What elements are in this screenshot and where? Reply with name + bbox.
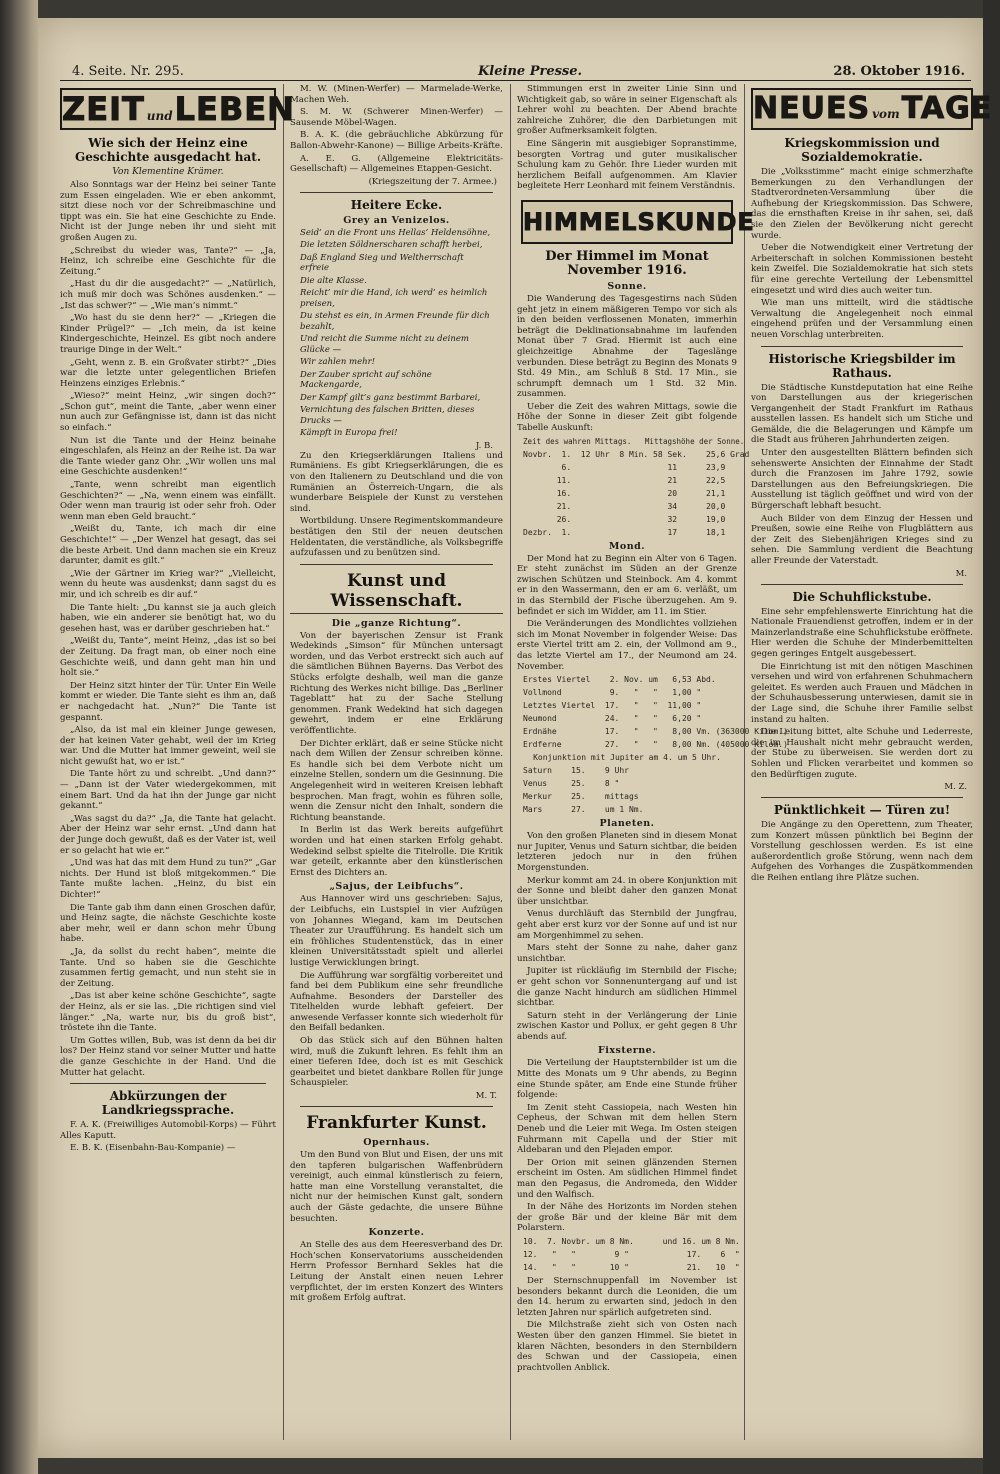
article-subheadline: Die „ganze Richtung“. bbox=[331, 617, 462, 629]
paper-name: Kleine Presse. bbox=[478, 64, 583, 79]
moon-table-row: Letztes Viertel 17. " " 11,00 " bbox=[523, 701, 702, 711]
abbreviation-entry: S. M. W. (Schwerer Minen-Werfer) — Sausende Möbel-Wagen. bbox=[290, 107, 503, 128]
poem-line: Vernichtung des falschen Britten, dieses Drucks — bbox=[300, 405, 475, 426]
paragraph: In der Nähe des Horizonts im Norden stehen der große Bär und der kleine Bär mit dem Polarstern. bbox=[517, 1202, 737, 1234]
section-rule bbox=[761, 584, 963, 585]
column-3 bbox=[517, 84, 788, 1440]
paragraph: Um den Bund von Blut und Eisen, der uns mit den tapferen bulgarischen Waffenbrüdern vereinigt, auch einmal künstlerisch zu feiern, hatte man eine Vorstellung veranstaltet, die nicht nur der heimischen Kunst galt, sondern auch der Gäste gedachte, die unsere Bühne besuchten. bbox=[290, 1150, 503, 1224]
paragraph: „Weißt du, Tante“, meint Heinz, „das ist so bei der Zeitung. Da fragt man, ob einer noch eine Geschichte weiß, und dann geht man hin und holt sie.“ bbox=[60, 636, 276, 679]
moon-table-row: Erdferne 27. " " 8,00 Nm. (405000 Kilom.) bbox=[523, 740, 788, 750]
paragraph: Die Veränderungen des Mondlichtes vollziehen sich im Monat November in folgender Weise: Das erste Viertel tritt am 2. ein, der Vollmond am 9., das letzte Viertel am 17., der Neumond am 24. November. bbox=[517, 619, 737, 672]
article-headline: Die Schuhflickstube. bbox=[792, 589, 932, 604]
paragraph: Aus Hannover wird uns geschrieben: Sajus, der Leibfuchs, ein Lustspiel in vier Aufzügen von Johannes Wiegand, kam im Deutschen Theater zur Uraufführung. Es handelt sich um ein fröhliches Studentenstück, das in einer kleinen Universitätsstadt spielt und allerlei lustige Verwicklungen bringt. bbox=[290, 894, 503, 968]
conjunction-row: Saturn 15. 9 Uhr bbox=[523, 766, 629, 776]
section-rule bbox=[761, 346, 963, 347]
paragraph: Der Dichter erklärt, daß er seine Stücke nicht nach dem Willen der Zensur schreiben könne. Es handle sich bei dem Verbote nicht um einzelne Stellen, sondern um die Gesinnung. Die Angelegenheit wird in weiteren Kreisen lebhaft besprochen. Man fragt, wohin es führen solle, wenn die Zensur nicht den Inhalt, sondern die Richtung beanstande. bbox=[290, 738, 503, 823]
moon-table-row: Erstes Viertel 2. Nov. um 6,53 Abd. bbox=[523, 675, 716, 685]
article-headline: Frankfurter Kunst. bbox=[306, 1113, 487, 1134]
masthead-text: ZEIT bbox=[62, 90, 145, 128]
paragraph: „Schreibst du wieder was, Tante?“ — „Ja, Heinz, ich schreibe eine Geschichte für die Zeitung.“ bbox=[60, 245, 276, 277]
poem-dedication: Grey an Venizelos. bbox=[343, 214, 450, 226]
article-headline: Heitere Ecke. bbox=[350, 197, 443, 212]
article-headline: Kriegskommission und Sozialdemokratie. bbox=[784, 136, 940, 164]
paragraph: Merkur kommt am 24. in obere Konjunktion mit der Sonne und bleibt daher den ganzen Monat über unsichtbar. bbox=[517, 875, 737, 907]
paragraph: „Wo hast du sie denn her?“ — „Kriegen die Kinder Prügel?“ — „Ich mein, da ist keine Kindergeschichte, Heinzel. Es gibt noch andere traurige Dinge in der Welt.“ bbox=[60, 313, 276, 355]
paragraph: Der Heinz sitzt hinter der Tür. Unter Ein Weile kommt er wieder. Die Tante sieht es ihm an, daß er nachgedacht hat. „Nun?“ Die Tante ist gespannt. bbox=[60, 680, 276, 723]
paragraph: In Berlin ist das Werk bereits aufgeführt worden und hat einen starken Erfolg gehabt. Wedekind selbst spielte die Titelrolle. Die Kritik war geteilt, erkannte aber den künstlerischen Ernst des Dichters an. bbox=[290, 825, 503, 878]
paragraph: Saturn steht in der Verlängerung der Linie zwischen Kastor und Pollux, er geht gegen 8 Uhr abends auf. bbox=[517, 1010, 737, 1042]
poem-line: Die alte Klasse. bbox=[300, 275, 367, 286]
sun-table-row: 6. 11 23,9 bbox=[523, 462, 726, 472]
paragraph: Von der bayerischen Zensur ist Frank Wedekinds „Simson“ für München untersagt worden, und das Verbot erstreckt sich auch auf die sämtlichen Bühnen Bayerns. Das Verbot des Stücks erfolgte deshalb, weil man die ganze Richtung des Werkes nicht billige. Das „Berliner Tageblatt“ hat zu der Sache Stellung genommen. Frank Wedekind hat sich dagegen gewehrt, indem er eine Erklärung veröffentlichte. bbox=[290, 630, 503, 737]
article-signature: M. T. bbox=[475, 1091, 497, 1102]
abbreviation-entry: A. E. G. (Allgemeine Elektricitäts-Gesellschaft) — Allgemeines Etappen-Gesicht. bbox=[290, 153, 503, 175]
poem-line: Seid’ an die Front uns Hellas’ Heldensöhne, bbox=[300, 227, 491, 238]
stars-table-row: 10. 7. Novbr. um 8 Nm. und 16. um 8 Nm. bbox=[523, 1236, 740, 1246]
paragraph: „Ja, da sollst du recht haben“, meinte die Tante. Und so haben sie die Geschichte zusammen fertig gemacht, und nun steht sie in der Zeitung. bbox=[60, 946, 276, 989]
paragraph: Der Mond hat zu Beginn ein Alter von 6 Tagen. Er steht zunächst im Süden an der Grenze zwischen Schützen und Steinbock. Am 4. kommt er in den Wassermann, den er am 6. verläßt, um in das Sternbild der Fische überzugehen. Am 9. befindet er sich im Widder, am 11. im Stier. bbox=[517, 553, 737, 617]
paragraph: „Also, da ist mal ein kleiner Junge gewesen, der hat keinen Vater gehabt, weil der im Krieg war. Und die Mutter hat immer geweint, weil sie nicht gewußt hat, wo er ist.“ bbox=[60, 725, 276, 767]
paragraph: Die Leitung bittet, alte Schuhe und Lederreste, die im Haushalt nicht mehr gebraucht werden, der Stube zu überweisen. Sie werden dort zu Sohlen und Flicken verarbeitet und kommen so den Bedürftigen zugute. bbox=[751, 727, 973, 780]
column-2 bbox=[290, 84, 503, 1440]
poem-line: Der Zauber spricht auf schöne Mackengarde, bbox=[300, 369, 432, 391]
paragraph: Nun ist die Tante und der Heinz beinahe eingeschlafen, als Heinz an der Reihe ist. Da war die Tante wieder ganz Ohr. „Wir wollen uns mal eine Geschichte ausdenken!“ bbox=[60, 435, 276, 478]
paragraph: „Wieso?“ meint Heinz, „wir singen doch?“ „Schon gut“, meint die Tante, „aber wenn einer nun auch zur Gefängnisse ist, dann ist das nicht so einfach.“ bbox=[60, 391, 276, 434]
paragraph: Jupiter ist rückläufig im Sternbild der Fische; er geht schon vor Sonnenuntergang auf und ist die ganze Nacht hindurch am südlichen Himmel sichtbar. bbox=[517, 966, 737, 1009]
conjunction-title: Konjunktion mit Jupiter am 4. um 5 Uhr. bbox=[533, 753, 721, 763]
section-masthead-neues-vom-tage bbox=[751, 88, 993, 130]
poem-line: Wir zahlen mehr! bbox=[300, 357, 376, 368]
paragraph: Um Gottes willen, Bub, was ist denn da bei dir los? Der Heinz stand vor seiner Mutter und hatte die ganze Geschichte in der Hand. Und die Mutter hat gelacht. bbox=[60, 1035, 276, 1078]
issue-date: 28. Oktober 1916. bbox=[833, 64, 965, 79]
paragraph: An Stelle des aus dem Heeresverband des Dr. Hoch’schen Konservatoriums ausscheidenden Herrn Professor Bernhard Sekles hat die Leitung der Anstalt einen neuen Lehrer verpflichtet, der im ersten Konzert des Winters mit großem Erfolg auftrat. bbox=[290, 1240, 503, 1304]
abbreviation-entry: M. W. (Minen-Werfer) — Marmelade-Werke, Machen Weh. bbox=[290, 84, 503, 105]
poem-line: Kämpft in Europa frei! bbox=[300, 428, 398, 439]
source-note: (Kriegszeitung der 7. Armee.) bbox=[368, 176, 497, 187]
conjunction-row: Venus 25. 8 " bbox=[523, 779, 620, 789]
moon-table-row: Erdnähe 17. " " 8,00 Vm. (363000 Kilom.) bbox=[523, 727, 788, 737]
masthead-text: TAGE bbox=[901, 91, 993, 126]
paragraph: Auch Bilder von dem Einzug der Hessen und Preußen, sowie eine Reihe von Flugblättern aus der Zeit des Siebenjährigen Krieges sind zu sehen. Die Sammlung verdient die Beachtung aller Freunde der Vaterstadt. bbox=[751, 513, 973, 566]
poem-line: Reicht’ mir die Hand, ich werd’ es heimlich preisen, bbox=[300, 288, 488, 309]
paragraph: Ob das Stück sich auf den Bühnen halten wird, muß die Zukunft lehren. Es fehlt ihm an einer tieferen Idee, doch ist es mit Geschick gearbeitet und bietet dankbare Rollen für junge Schauspieler. bbox=[290, 1036, 503, 1089]
paragraph: Wie man uns mitteilt, wird die städtische Verwaltung die Angelegenheit noch einmal eingehend prüfen und der Versammlung einen neuen Vorschlag unterbreiten. bbox=[751, 298, 973, 340]
scan-background bbox=[983, 0, 1000, 1474]
paragraph: Zu den Kriegserklärungen Italiens und Rumäniens. Es gibt Kriegserklärungen, die es von den Italienern zu Deutschland und die von Rumänien an Österreich-Ungarn, die als wunderbare Beispiele der Kunst zu verstehen sind. bbox=[290, 450, 503, 514]
abbreviation-entry: B. A. K. (die gebräuchliche Abkürzung für Ballon-Abwehr-Kanone) — Billige Arbeits-Kräfte. bbox=[290, 130, 503, 151]
paragraph: Von den großen Planeten sind in diesem Monat nur Jupiter, Venus und Saturn sichtbar, die beiden letzteren jedoch nur in den frühen Morgenstunden. bbox=[517, 831, 737, 873]
paragraph: Die Wanderung des Tagesgestirns nach Süden geht jetz in einem mäßigeren Tempo vor sich als in den beiden verflossenen Monaten, immerhin beträgt die Deklinationsabnahme im laufenden Monat über 7 Grad. Hiermit ist auch eine gleichzeitige Abnahme der Tageslänge verbunden. Diese beträgt zu Beginn des Monats 9 Std. 49 Min., am Schluß 8 Std. 17 Min., sie schrumpft demnach um 1 Std. 32 Min. zusammen. bbox=[517, 293, 737, 400]
article-subheadline: „Sajus, der Leibfuchs“. bbox=[329, 881, 464, 893]
paragraph: Der Orion mit seinen glänzenden Sternen erscheint im Osten. Am südlichen Himmel findet man den Pegasus, die Andromeda, den Widder und den Walfisch. bbox=[517, 1157, 737, 1200]
poem-signature: J. B. bbox=[475, 440, 493, 451]
paragraph: Der Sternschnuppenfall im November ist besonders bekannt durch die Leoniden, die um den 14. herum zu erwarten sind, jedoch in den letzten Jahren nur spärlich aufgetreten sind. bbox=[517, 1275, 737, 1318]
poem-line: Und reicht die Summe nicht zu deinem Glücke — bbox=[300, 334, 469, 355]
article-subheadline: Konzerte. bbox=[368, 1227, 425, 1239]
article-headline: Historische Kriegsbilder im Rathaus. bbox=[768, 351, 956, 380]
masthead-text: vom bbox=[872, 106, 900, 121]
paragraph: Die „Volksstimme“ macht einige schmerzhafte Bemerkungen zu den Verhandlungen der Stadtverordneten-Versammlung über die Aufhebung der Kriegskommission. Das Schwere, das die ernsthaften Kreise in ihr sahen, sei, daß sie den Zielen der Bevölkerung nicht gerecht wurde. bbox=[751, 167, 973, 241]
paragraph: „Geht, wenn z. B. ein Großvater stirbt?“ „Dies war die letzte unter gelegentlichen Briefen Heinzens einziges Erlebnis.“ bbox=[60, 357, 276, 389]
book-binding bbox=[0, 0, 38, 1474]
conjunction-row: Mars 27. um 1 Nm. bbox=[523, 805, 644, 815]
sun-table-row: 26. 32 19,0 bbox=[523, 514, 726, 524]
abbreviation-entry: E. B. K. (Eisenbahn-Bau-Kompanie) — bbox=[70, 1143, 236, 1154]
column-rule bbox=[744, 84, 745, 1440]
paragraph: Mars steht der Sonne zu nahe, daher ganz unsichtbar. bbox=[517, 943, 737, 964]
poem-line: Der Kampf gilt’s ganz bestimmt Barbarei, bbox=[300, 392, 481, 403]
stars-table-row: 12. " " 9 " 17. 6 " bbox=[523, 1249, 740, 1259]
stars-table-row: 14. " " 10 " 21. 10 " bbox=[523, 1262, 740, 1272]
section-rule bbox=[761, 797, 963, 798]
paragraph: Die Tante hört zu und schreibt. „Und dann?“ — „Dann ist der Vater wiedergekommen, mit einem Bart. Und da hat ihn der Junge gar nicht gekannt.“ bbox=[60, 769, 276, 812]
article-subheadline: Planeten. bbox=[599, 818, 655, 830]
paragraph: Stimmungen erst in zweiter Linie Sinn und Wichtigkeit gab, so wäre in seiner Eigenschaft als Lehrer wohl zu beachten. Der Abend brachte zahlreiche Zuhörer, die den Darbietungen mit großer Aufmerksamkeit folgten. bbox=[517, 84, 737, 137]
paragraph: „Tante, wenn schreibt man eigentlich Geschichten?“ — „Na, wenn einem was einfällt. Oder wenn man traurig ist oder sehr froh. Oder wenn man eben Geld braucht.“ bbox=[60, 480, 276, 522]
article-headline: Wie sich der Heinz eine Geschichte ausgedacht hat. bbox=[74, 136, 262, 164]
paragraph: „Wie der Gärtner im Krieg war?“ „Vielleicht, wenn du heute was ausdenkst; dann sagst du es mir, und ich schreib es dir auf.“ bbox=[60, 568, 276, 600]
article-subheadline: Mond. bbox=[608, 540, 646, 552]
poem-line: Daß England Sieg und Weltherrschaft erfreie bbox=[300, 252, 464, 274]
column-4 bbox=[751, 84, 993, 1440]
article-headline: Der Himmel im Monat November 1916. bbox=[545, 248, 709, 278]
section-rule bbox=[300, 192, 493, 193]
paragraph: Die Verteilung der Hauptsternbilder ist um die Mitte des Monats um 9 Uhr abends, zu Beginn eine Stunde später, am Ende eine Stunde früher folgende: bbox=[517, 1058, 737, 1101]
paragraph: Eine Sängerin mit ausgiebiger Sopranstimme, besorgten Vortrag und guter musikalischer Schulung kam zu Gehör. Ihre Lieder wurden mit herzlichem Beifall aufgenommen. Am Klavier begleitete Herr Leonhard mit feinem Verständnis. bbox=[517, 138, 737, 192]
paragraph: Die Milchstraße zieht sich von Osten nach Westen über den ganzen Himmel. Sie bietet in klaren Nächten, besonders in den Sternbildern des Schwan und der Cassiopeia, einen prachtvollen Anblick. bbox=[517, 1320, 737, 1373]
paragraph: Im Zenit steht Cassiopeia, nach Westen hin Cepheus, der Schwan mit dem hellen Stern Deneb und die Leier mit Wega. Im Osten steigen Fuhrmann mit Capella und der Stier mit Aldebaran und den Plejaden empor. bbox=[517, 1102, 737, 1156]
paragraph: Wortbildung. Unsere Regimentskommandeure bestätigen den Stil der neuen deutschen Heldentaten, die verständliche, als Volksbegriffe aufzufassen und zu benützen sind. bbox=[290, 516, 503, 559]
column-rule bbox=[283, 84, 284, 1440]
article-headline: Kunst und Wissenschaft. bbox=[290, 571, 503, 614]
paragraph: Also Sonntags war der Heinz bei seiner Tante zum Essen eingeladen. Wie er eben ankommt, sitzt diese noch vor der Schreibmaschine und tippt was ein. Sie hat eine Geschichte zu Ende. Nicht ist der Junge neben ihr und sieht mit großen Augen zu. bbox=[60, 180, 276, 243]
moon-table-row: Vollmond 9. " " 1,00 " bbox=[523, 688, 702, 698]
article-byline: Von Klementine Krämer. bbox=[112, 167, 224, 177]
newspaper-page bbox=[38, 18, 993, 1458]
article-subheadline: Fixsterne. bbox=[597, 1045, 657, 1057]
paragraph: Die Tante hielt: „Du kannst sie ja auch gleich haben, wie ein anderer sie benötigt hat, wo du gesehen hast, was er darüber geschrieben hat.“ bbox=[60, 602, 276, 634]
paragraph: Ueber die Zeit des wahren Mittags, sowie die Höhe der Sonne in dieser Zeit gibt folgende Tabelle Auskunft: bbox=[517, 401, 737, 434]
paragraph: Die Tante gab ihm dann einen Groschen dafür, und Heinz sagte, die nächste Geschichte koste aber mehr, weil er dann schon mehr Übung habe. bbox=[60, 902, 276, 945]
paragraph: Die Aufführung war sorgfältig vorbereitet und fand bei dem Publikum eine sehr freundliche Aufnahme. Besonders der Darsteller des Titelhelden wurde lebhaft gefeiert. Der anwesende Verfasser konnte sich wiederholt für den Beifall bedanken. bbox=[290, 970, 503, 1034]
paragraph: Die Einrichtung ist mit den nötigen Maschinen versehen und wird von erfahrenen Schuhmachern geleitet. Es werden auch Frauen und Mädchen in der Schuhausbesserung unterwiesen, damit sie in der Lage sind, die Schuhe ihrer Familie selbst instand zu halten. bbox=[751, 661, 973, 725]
sun-table-header: Zeit des wahren Mittags. Mittagshöhe der Sonne. bbox=[523, 436, 745, 446]
masthead-text: NEUES bbox=[753, 91, 871, 126]
poem-line: Die letzten Söldnerscharen schafft herbei, bbox=[300, 240, 483, 251]
moon-table-row: Neumond 24. " " 6,20 " bbox=[523, 714, 702, 724]
abbreviation-entry: F. A. K. (Freiwilliges Automobil-Korps) — Führt Alles Kaputt. bbox=[60, 1120, 276, 1141]
section-rule bbox=[300, 1106, 493, 1107]
conjunction-row: Merkur 25. mittags bbox=[523, 792, 639, 802]
masthead-text: und bbox=[146, 108, 173, 123]
section-rule bbox=[70, 1083, 266, 1084]
header-rule bbox=[60, 80, 971, 81]
article-subheadline: Opernhaus. bbox=[363, 1137, 430, 1149]
article-signature: M. Z. bbox=[944, 782, 967, 793]
section-masthead-zeit-und-leben bbox=[60, 88, 295, 130]
paragraph: Ueber die Notwendigkeit einer Vertretung der Arbeiterschaft in solchen Kommissionen besteht kein Zweifel. Die Sozialdemokratie hat sich stets für eine gerechte Verteilung der Lebensmittel eingesetzt und wird dies auch weiter tun. bbox=[751, 243, 973, 296]
paragraph: „Das ist aber keine schöne Geschichte“, sagte der Heinz, als er sie las. „Die richtigen sind viel länger.“ „Na, warte nur, bis du groß bist“, tröstete ihn die Tante. bbox=[60, 991, 276, 1034]
column-1 bbox=[60, 84, 295, 1440]
sun-table-row: Dezbr. 1. 17 18,1 bbox=[523, 527, 726, 537]
article-body bbox=[60, 180, 276, 1078]
section-rule bbox=[300, 564, 493, 565]
paragraph: Venus durchläuft das Sternbild der Jungfrau, geht aber erst kurz vor der Sonne auf und ist nur am Morgenhimmel zu sehen. bbox=[517, 909, 737, 941]
paragraph: „Und was hat das mit dem Hund zu tun?“ „Gar nichts. Der Hund ist bloß mitgekommen.“ Die Tante mußte lachen. „Heinz, du bist ein Dichter!“ bbox=[60, 858, 276, 900]
paragraph: Eine sehr empfehlenswerte Einrichtung hat die Nationale Frauendienst getroffen, indem er in der Mainzerlandstraße eine Schuhflickstube eröffnete. Hier werden die Schuhe der Minderbemittelten gegen geringes Entgelt ausgebessert. bbox=[751, 606, 973, 659]
section-masthead-himmelskunde bbox=[521, 200, 755, 244]
paragraph: Die Angänge zu den Operettenn, zum Theater, zum Konzert müssen pünktlich bei Beginn der Vorstellung geschlossen werden. Es ist eine außerordentlich große Störung, wenn nach dem Aufgehen des Vorhanges die Zuspätkommenden die Reihen entlang ihre Plätze suchen. bbox=[751, 820, 973, 884]
article-headline: Pünktlichkeit — Türen zu! bbox=[773, 803, 951, 818]
masthead-text: LEBEN bbox=[174, 90, 295, 128]
paragraph: Unter den ausgestellten Blättern befinden sich sehenswerte Ansichten der Einnahme der Stadt durch die Franzosen im Jahre 1792, sowie Darstellungen aus den Befreiungskriegen. Die Ausstellung ist täglich geöffnet und wird von der Bürgerschaft lebhaft besucht. bbox=[751, 448, 973, 512]
article-headline: Abkürzungen der Landkriegssprache. bbox=[101, 1089, 235, 1118]
sun-table-row: 21. 34 20,0 bbox=[523, 501, 726, 511]
sun-table-row: 11. 21 22,5 bbox=[523, 475, 726, 485]
article-signature: M. bbox=[955, 568, 967, 579]
sun-table-row: Novbr. 1. 12 Uhr 8 Min. 58 Sek. 25,6 Grad bbox=[523, 449, 750, 459]
paragraph: „Hast du dir die ausgedacht?“ — „Natürlich, ich muß mir doch was Schönes ausdenken.“ — „Ist das schwer?“ — „Wie man’s nimmt.“ bbox=[60, 279, 276, 311]
sun-table-row: 16. 20 21,1 bbox=[523, 488, 726, 498]
paragraph: Die Städtische Kunstdeputation hat eine Reihe von Darstellungen aus der kriegerischen Vergangenheit der Stadt Frankfurt im Rathaus ausstellen lassen. Es handelt sich um Stiche und Gemälde, die die Belagerungen und Kämpfe um die Stadt aus früheren Jahrhunderten zeigen. bbox=[751, 382, 973, 446]
column-rule bbox=[510, 84, 511, 1440]
page-number: 4. Seite. Nr. 295. bbox=[72, 64, 184, 79]
poem-line: Du stehst es ein, in Armen Freunde für dich bezahlt, bbox=[300, 311, 490, 332]
masthead-text: HIMMELSKUNDE bbox=[523, 207, 755, 236]
paragraph: „Weißt du, Tante, ich mach dir eine Geschichte!“ — „Der Wenzel hat gesagt, das sei die beste Arbeit. Und dann machen sie ein Kreuz darunter, damit es gilt.“ bbox=[60, 524, 276, 567]
poem bbox=[290, 228, 503, 439]
paragraph: „Was sagst du da?“ „Ja, die Tante hat gelacht. Aber der Heinz war sehr ernst. „Und dann hat der Junge doch gewußt, daß es der Vater ist, weil er so gelacht hat wie er.“ bbox=[60, 813, 276, 856]
article-subheadline: Sonne. bbox=[607, 280, 647, 292]
